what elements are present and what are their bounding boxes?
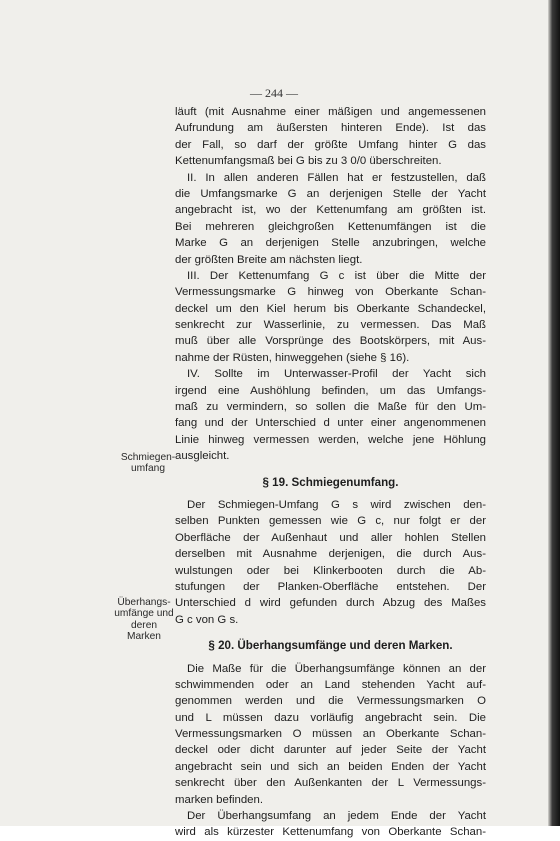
text-line: deckel oder dicht darunter auf jeder Seite der Yacht	[175, 744, 486, 757]
text-line: Bei mehreren gleichgroßen Kettenumfängen ist die	[175, 220, 486, 233]
paragraph	[175, 104, 486, 170]
text-line: II. In allen anderen Fällen hat er festzustellen, daß	[187, 171, 486, 184]
paragraph	[175, 170, 486, 268]
text-line: fang und der Unterschied d unter einer angenommenen	[175, 417, 486, 430]
text-line: und L müssen dazu vorläufig angebracht sein. Die	[175, 711, 486, 724]
text-line: Kettenumfangsmaß bei G bis zu 3 0/0 überschreiten.	[175, 155, 442, 168]
paragraph	[175, 661, 486, 809]
margin-note-line: umfang	[131, 463, 165, 475]
paragraph	[175, 268, 486, 366]
page-number: — 244 —	[250, 86, 298, 100]
margin-note-line: Schmiegen-	[120, 452, 176, 463]
text-line: schwimmenden oder an Land stehenden Yacht auf-	[175, 678, 486, 691]
text-line: muß über alle Vorsprünge des Bootskörpers, mit Aus-	[175, 335, 486, 348]
text-line: Der Schmiegen-Umfang G s wird zwischen den-	[187, 498, 486, 511]
text-line: Unterschied d wird gefunden durch Abzug des Maßes	[175, 597, 486, 610]
text-line: nahme der Rüsten, hinweggehen (siehe § 16).	[175, 351, 410, 364]
text-line: maß zu vermindern, so sollen die Maße für den Um-	[175, 401, 486, 414]
text-line: Die Maße für die Überhangsumfänge können an der	[187, 662, 486, 675]
section-heading: § 19. Schmiegenumfang.	[262, 475, 399, 489]
text-line: wird als kürzester Kettenumfang von Oberkante Schan-	[175, 826, 486, 839]
text-line: läuft (mit Ausnahme einer mäßigen und angemessenen	[175, 106, 486, 118]
text-line: ausgleicht.	[175, 450, 230, 463]
text-line: Oberfläche der Außenhaut und aller hohlen Stellen	[175, 531, 486, 544]
text-line: der größten Breite am nächsten liegt.	[175, 253, 363, 266]
text-line: IV. Sollte im Unterwasser-Profil der Yacht sich	[187, 368, 486, 381]
margin-note-ueberhangsumfaenge	[112, 597, 176, 643]
margin-note-line: Marken	[127, 631, 161, 643]
text-line: die Umfangsmarke G an derjenigen Stelle der Yacht	[175, 187, 486, 200]
paragraph	[175, 366, 486, 464]
text-line: Vermessungsmarken O müssen an Oberkante Schan-	[175, 728, 486, 741]
text-line: Vermessungsmarke G hinweg von Oberkante Schan-	[175, 286, 486, 299]
margin-note-schmiegenumfang	[116, 452, 180, 475]
paragraph	[175, 497, 486, 628]
margin-note-line: Überhangs-	[117, 597, 171, 608]
text-line: deckel um den Kiel herum bis Oberkante Schandeckel,	[175, 302, 486, 315]
text-line: derselben mit Ausnahme derjenigen, die durch Aus-	[175, 548, 486, 561]
text-line: III. Der Kettenumfang G c ist über die Mitte der	[187, 269, 486, 282]
text-line: genommen werden und die Vermessungsmarken O	[175, 695, 486, 708]
page-edge	[548, 0, 560, 826]
text-line: Marke G an derjenigen Stelle anzubringen, welche	[175, 237, 486, 250]
text-line: Aufrundung am äußersten hinteren Ende). Ist das	[175, 122, 486, 135]
text-line: senkrecht zur Wasserlinie, zu vermessen. Das Maß	[175, 319, 486, 332]
text-line: selben Punkten gemessen wie G c, nur folgt er der	[175, 515, 486, 528]
text-line: Der Überhangsumfang an jedem Ende der Yacht	[187, 810, 486, 823]
margin-note-line: umfänge und	[114, 608, 174, 620]
body-text	[175, 104, 486, 841]
paragraph	[175, 808, 486, 841]
section-heading: § 20. Überhangsumfänge und deren Marken.	[208, 639, 453, 653]
text-line: stufungen der Planken-Oberfläche entstehen. Der	[175, 580, 486, 593]
margin-note-line: deren	[130, 619, 158, 631]
text-line: wulstungen oder bei Klinkerbooten durch die Ab-	[175, 564, 486, 577]
text-line: irgend eine Aushöhlung befinden, um das Umfangs-	[175, 384, 486, 397]
text-line: G c von G s.	[175, 613, 239, 626]
text-line: senkrecht über den Außenkanten der L Vermessungs-	[175, 777, 486, 790]
text-line: marken befinden.	[175, 793, 264, 806]
text-line: der Fall, so darf der größte Umfang hinter G das	[175, 138, 486, 151]
text-line: angebracht ist, wo der Kettenumfang am größten ist.	[175, 204, 486, 217]
text-line: angebracht sein und sich an beiden Enden der Yacht	[175, 760, 486, 773]
text-line: Linie hinweg vermessen werden, welche jene Höhlung	[175, 433, 486, 446]
